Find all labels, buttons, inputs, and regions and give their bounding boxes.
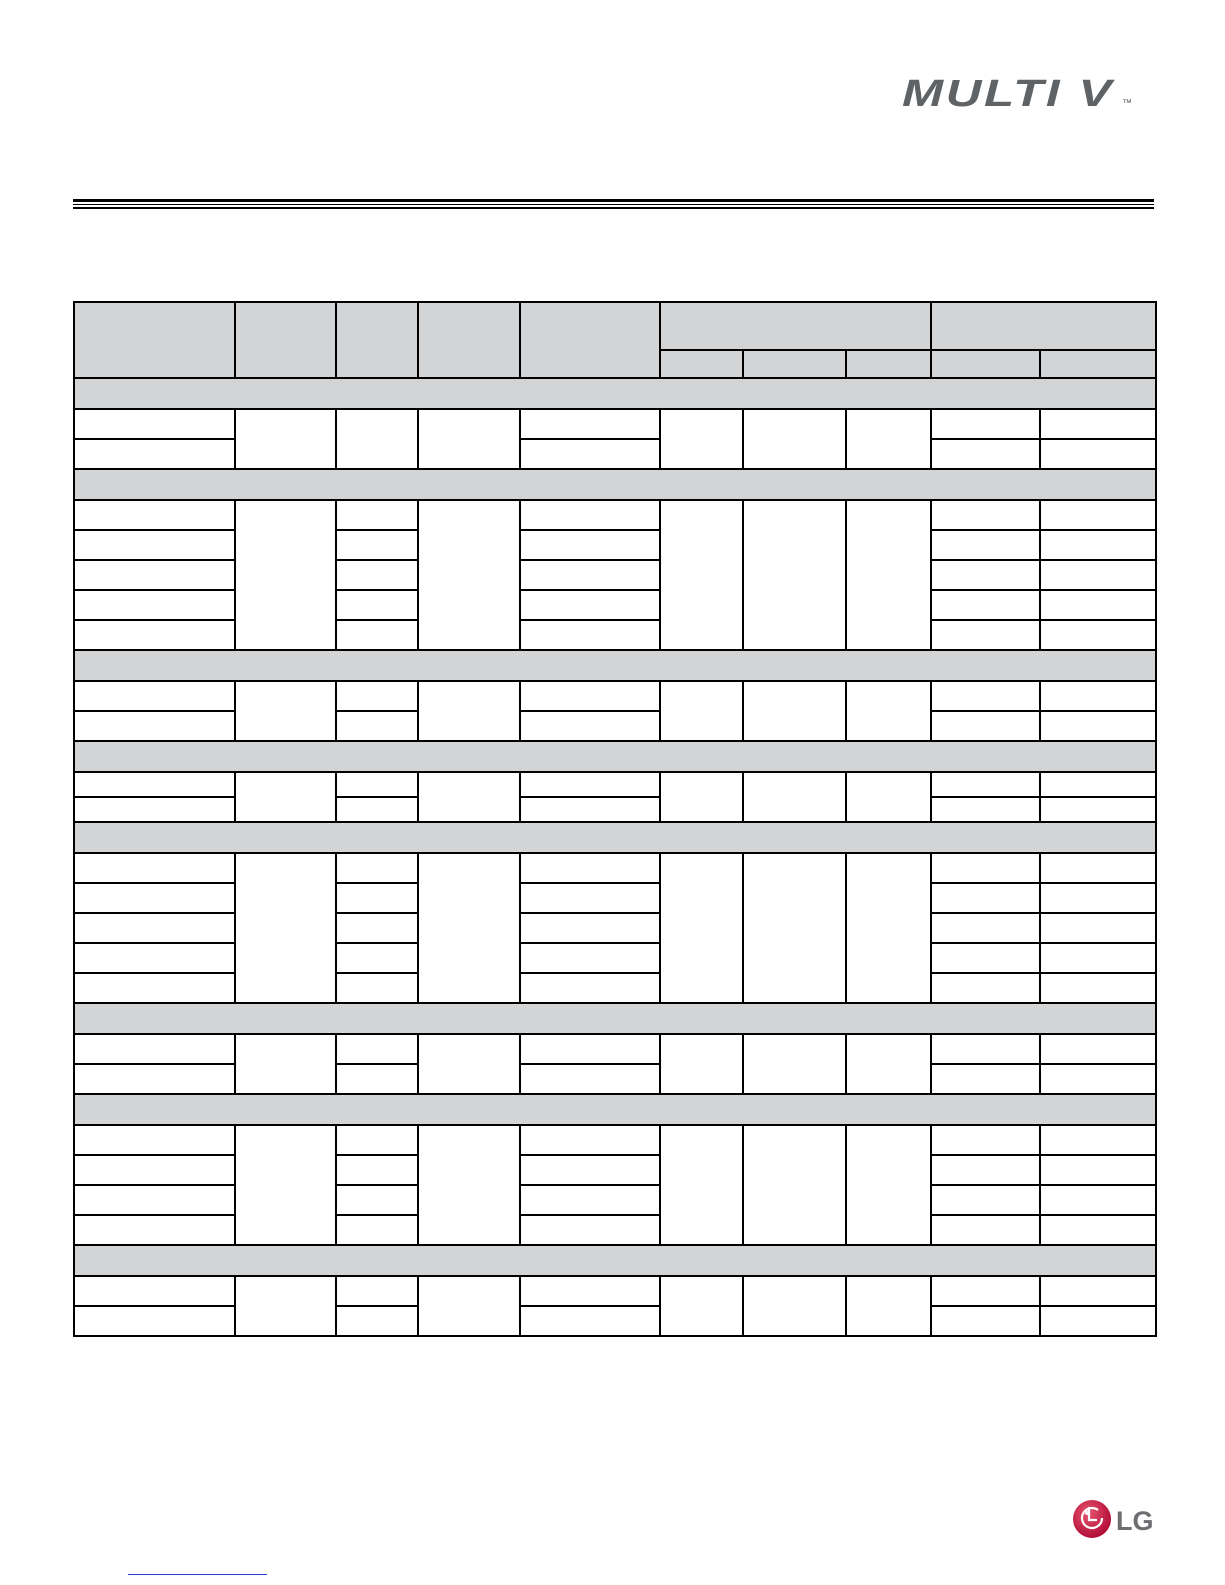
header-cell [336, 302, 418, 378]
table-cell [1040, 1064, 1156, 1094]
table-cell [520, 883, 660, 913]
table-cell [336, 409, 418, 469]
table-cell [336, 500, 418, 530]
table-cell [235, 1276, 336, 1336]
table-cell [235, 681, 336, 741]
table-cell [336, 772, 418, 797]
trademark-mark: ™ [1122, 98, 1132, 109]
table-cell [931, 409, 1040, 439]
table-cell [1040, 772, 1156, 797]
table-cell [743, 1276, 846, 1336]
table-cell [418, 1276, 520, 1336]
section-title-cell [74, 1245, 1156, 1276]
table-cell [520, 973, 660, 1003]
table-cell [931, 1155, 1040, 1185]
table-cell [931, 500, 1040, 530]
table-cell [1040, 913, 1156, 943]
section-header-row [74, 1094, 1156, 1125]
table-cell [235, 1034, 336, 1094]
table-cell [660, 772, 743, 822]
table-cell [74, 500, 235, 530]
header-rule-bottom [73, 207, 1154, 209]
table-cell [1040, 797, 1156, 822]
table-cell [520, 620, 660, 650]
section-title-cell [74, 1003, 1156, 1034]
table-cell [1040, 530, 1156, 560]
table-cell [336, 590, 418, 620]
table-row [74, 772, 1156, 797]
table-cell [1040, 943, 1156, 973]
table-cell [336, 943, 418, 973]
subheader-cell [846, 350, 931, 378]
section-title-cell [74, 378, 1156, 409]
header-cell [235, 302, 336, 378]
table-cell [743, 500, 846, 650]
table-cell [74, 1276, 235, 1306]
table-cell [1040, 681, 1156, 711]
section-header-row [74, 469, 1156, 500]
table-cell [520, 1215, 660, 1245]
table-row [74, 1125, 1156, 1155]
table-cell [74, 711, 235, 741]
table-body [74, 302, 1156, 1336]
table-cell [336, 853, 418, 883]
table-cell [418, 853, 520, 1003]
table-cell [74, 883, 235, 913]
table-cell [931, 772, 1040, 797]
table-cell [418, 1125, 520, 1245]
lg-logo-text: LG [1116, 1506, 1154, 1536]
table-cell [520, 439, 660, 469]
table-cell [660, 681, 743, 741]
header-cell [418, 302, 520, 378]
table-cell [931, 797, 1040, 822]
table-cell [1040, 1125, 1156, 1155]
table-cell [520, 409, 660, 439]
table-cell [743, 681, 846, 741]
table-cell [743, 1034, 846, 1094]
table-cell [931, 590, 1040, 620]
table-cell [520, 1064, 660, 1094]
table-cell [418, 409, 520, 469]
table-cell [743, 1125, 846, 1245]
table-cell [931, 1185, 1040, 1215]
table-cell [846, 1276, 931, 1336]
table-cell [1040, 560, 1156, 590]
table-cell [1040, 620, 1156, 650]
table-cell [418, 500, 520, 650]
table-cell [336, 1125, 418, 1155]
section-title-cell [74, 469, 1156, 500]
table-cell [74, 853, 235, 883]
table-cell [520, 500, 660, 530]
table-cell [74, 439, 235, 469]
table-cell [520, 1306, 660, 1336]
table-cell [235, 500, 336, 650]
table-cell [74, 590, 235, 620]
table-row [74, 681, 1156, 711]
table-cell [74, 1185, 235, 1215]
table-cell [1040, 711, 1156, 741]
table-cell [74, 1306, 235, 1336]
table-cell [931, 681, 1040, 711]
table-cell [931, 560, 1040, 590]
table-cell [336, 1306, 418, 1336]
table-cell [660, 1276, 743, 1336]
table-row [74, 409, 1156, 439]
header-rule-thin [73, 204, 1154, 205]
table-cell [931, 1276, 1040, 1306]
table-cell [336, 681, 418, 711]
table-cell [74, 530, 235, 560]
table-cell [660, 1034, 743, 1094]
table-cell [235, 409, 336, 469]
table-cell [931, 1125, 1040, 1155]
table-cell [520, 590, 660, 620]
table-cell [336, 913, 418, 943]
table-cell [931, 1064, 1040, 1094]
table-cell [1040, 973, 1156, 1003]
table-cell [1040, 1185, 1156, 1215]
table-cell [520, 943, 660, 973]
table-cell [660, 500, 743, 650]
table-cell [336, 620, 418, 650]
section-header-row [74, 378, 1156, 409]
section-header-row [74, 741, 1156, 772]
table-cell [336, 1185, 418, 1215]
lg-logo [1072, 1496, 1154, 1542]
table-cell [931, 530, 1040, 560]
header-group-cell [931, 302, 1156, 350]
table-cell [520, 711, 660, 741]
table-cell [1040, 439, 1156, 469]
table-cell [74, 1064, 235, 1094]
table-cell [660, 1125, 743, 1245]
table-cell [336, 1155, 418, 1185]
table-cell [1040, 1215, 1156, 1245]
table-cell [74, 409, 235, 439]
table-cell [1040, 409, 1156, 439]
table-cell [743, 853, 846, 1003]
subheader-cell [743, 350, 846, 378]
table-cell [846, 853, 931, 1003]
table-cell [336, 711, 418, 741]
table-cell [660, 409, 743, 469]
table-cell [931, 711, 1040, 741]
table-cell [336, 1215, 418, 1245]
header-rule-thick [73, 199, 1154, 202]
table-cell [74, 1125, 235, 1155]
table-cell [336, 973, 418, 1003]
table-cell [336, 1064, 418, 1094]
table-cell [520, 1276, 660, 1306]
table-cell [418, 772, 520, 822]
table-cell [931, 883, 1040, 913]
table-cell [1040, 1034, 1156, 1064]
table-cell [743, 772, 846, 822]
table-cell [74, 1034, 235, 1064]
table-cell [520, 797, 660, 822]
subheader-cell [1040, 350, 1156, 378]
table-cell [1040, 500, 1156, 530]
table-cell [846, 500, 931, 650]
table-cell [74, 913, 235, 943]
subheader-cell [660, 350, 743, 378]
table-cell [520, 530, 660, 560]
section-title-cell [74, 1094, 1156, 1125]
table-cell [1040, 1155, 1156, 1185]
table-cell [931, 1034, 1040, 1064]
multi-v-logo-text: MULTI V [902, 73, 1115, 114]
section-header-row [74, 822, 1156, 853]
table-cell [931, 973, 1040, 1003]
header-cell [74, 302, 235, 378]
table-cell [74, 560, 235, 590]
table-row [74, 1276, 1156, 1306]
table-cell [74, 973, 235, 1003]
table-cell [520, 560, 660, 590]
section-header-row [74, 650, 1156, 681]
table-cell [931, 620, 1040, 650]
table-cell [520, 1125, 660, 1155]
table-cell [931, 1306, 1040, 1336]
table-cell [74, 1155, 235, 1185]
table-cell [846, 1034, 931, 1094]
table-cell [235, 772, 336, 822]
table-cell [846, 1125, 931, 1245]
table-cell [336, 883, 418, 913]
table-cell [846, 681, 931, 741]
footer-link-underline[interactable] [128, 1574, 267, 1575]
table-cell [931, 439, 1040, 469]
section-title-cell [74, 822, 1156, 853]
table-header-row [74, 302, 1156, 350]
table-cell [520, 1155, 660, 1185]
header-cell [520, 302, 660, 378]
table-row [74, 853, 1156, 883]
table-cell [74, 772, 235, 797]
table-cell [520, 1185, 660, 1215]
table-cell [520, 772, 660, 797]
table-cell [1040, 883, 1156, 913]
section-title-cell [74, 741, 1156, 772]
multi-v-logo [902, 72, 1152, 114]
table-cell [74, 1215, 235, 1245]
section-title-cell [74, 650, 1156, 681]
table-cell [660, 853, 743, 1003]
table-cell [336, 1034, 418, 1064]
table-cell [846, 772, 931, 822]
table-cell [336, 1276, 418, 1306]
table-cell [74, 681, 235, 711]
table-row [74, 1034, 1156, 1064]
table-cell [418, 681, 520, 741]
table-cell [1040, 590, 1156, 620]
table-cell [520, 681, 660, 711]
table-cell [74, 943, 235, 973]
table-cell [1040, 1306, 1156, 1336]
table-cell [1040, 1276, 1156, 1306]
table-cell [931, 853, 1040, 883]
header-group-cell [660, 302, 931, 350]
table-cell [336, 560, 418, 590]
table-cell [931, 943, 1040, 973]
table-cell [931, 1215, 1040, 1245]
table-cell [336, 530, 418, 560]
table-row [74, 500, 1156, 530]
table-cell [418, 1034, 520, 1094]
table-cell [235, 1125, 336, 1245]
table-cell [931, 913, 1040, 943]
table-cell [74, 620, 235, 650]
section-header-row [74, 1003, 1156, 1034]
table-cell [520, 913, 660, 943]
specification-table [73, 301, 1157, 1337]
table-cell [235, 853, 336, 1003]
table-cell [520, 1034, 660, 1064]
subheader-cell [931, 350, 1040, 378]
section-header-row [74, 1245, 1156, 1276]
table-cell [74, 797, 235, 822]
table-cell [520, 853, 660, 883]
table-cell [1040, 853, 1156, 883]
table-cell [743, 409, 846, 469]
table-cell [336, 797, 418, 822]
table-cell [846, 409, 931, 469]
